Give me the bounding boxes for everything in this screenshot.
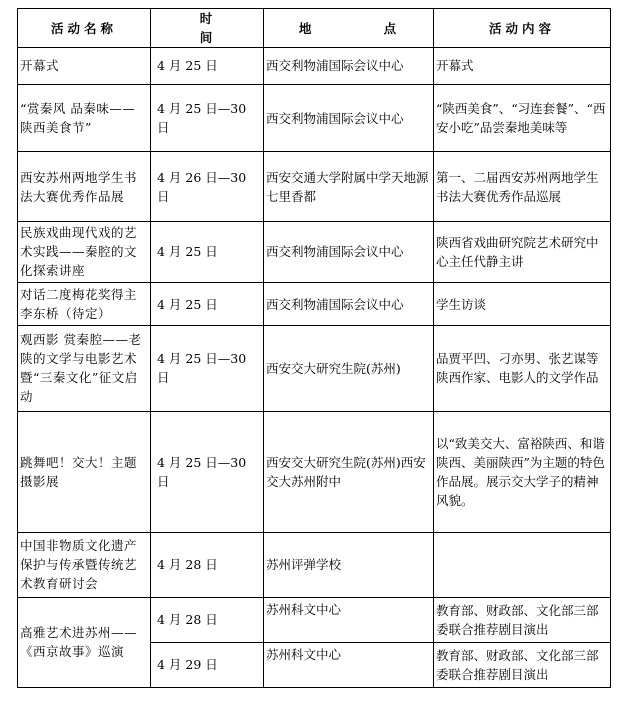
header-activity-name: 活动名称 bbox=[18, 9, 151, 48]
header-content: 活动内容 bbox=[434, 9, 611, 48]
activity-name-cell: 开幕式 bbox=[18, 48, 151, 85]
activity-name-cell: “赏秦风 品秦味——陕西美食节” bbox=[18, 84, 151, 151]
place-cell: 苏州科文中心 bbox=[264, 642, 434, 687]
place-cell: 西交利物浦国际会议中心 bbox=[264, 221, 434, 282]
header-time: 时 间 bbox=[151, 9, 264, 48]
header-row bbox=[18, 9, 611, 48]
time-cell: 4 月 25 日—30 日 bbox=[151, 84, 264, 151]
place-cell: 西交利物浦国际会议中心 bbox=[264, 283, 434, 326]
content-cell: 开幕式 bbox=[434, 48, 611, 85]
activity-name-cell: 观西影 赏秦腔——老陕的文学与电影艺术暨“三秦文化”征文启动 bbox=[18, 326, 151, 412]
activity-name-cell: 民族戏曲现代戏的艺术实践——秦腔的文化探索讲座 bbox=[18, 221, 151, 282]
content-cell: 教育部、财政部、文化部三部委联合推荐剧目演出 bbox=[434, 597, 611, 642]
content-cell bbox=[434, 532, 611, 597]
activity-schedule-table bbox=[17, 8, 611, 688]
table-row bbox=[18, 597, 611, 642]
time-cell: 4 月 26 日—30 日 bbox=[151, 152, 264, 222]
table-row bbox=[18, 152, 611, 222]
activity-name-cell: 高雅艺术进苏州——《西京故事》巡演 bbox=[18, 597, 151, 687]
header-place: 地 点 bbox=[264, 9, 434, 48]
time-cell: 4 月 25 日 bbox=[151, 221, 264, 282]
table-row bbox=[18, 221, 611, 282]
time-cell: 4 月 25 日 bbox=[151, 48, 264, 85]
content-cell: 第一、二届西安苏州两地学生书法大赛优秀作品巡展 bbox=[434, 152, 611, 222]
place-cell: 西安交通大学附属中学天地源七里香都 bbox=[264, 152, 434, 222]
content-cell: 学生访谈 bbox=[434, 283, 611, 326]
time-cell: 4 月 29 日 bbox=[151, 642, 264, 687]
place-cell: 西交利物浦国际会议中心 bbox=[264, 48, 434, 85]
activity-name-cell: 中国非物质文化遗产保护与传承暨传统艺术教育研讨会 bbox=[18, 532, 151, 597]
table-row bbox=[18, 283, 611, 326]
place-cell: 苏州评弹学校 bbox=[264, 532, 434, 597]
place-cell: 西安交大研究生院(苏州)西安交大苏州附中 bbox=[264, 411, 434, 532]
content-cell: “陕西美食”、“习连套餐”、“西安小吃”品尝秦地美味等 bbox=[434, 84, 611, 151]
time-cell: 4 月 25 日—30 日 bbox=[151, 411, 264, 532]
time-cell: 4 月 25 日 bbox=[151, 283, 264, 326]
table-row bbox=[18, 48, 611, 85]
time-cell: 4 月 25 日—30 日 bbox=[151, 326, 264, 412]
activity-name-cell: 跳舞吧！交大！主题摄影展 bbox=[18, 411, 151, 532]
table-row bbox=[18, 411, 611, 532]
place-cell: 西交利物浦国际会议中心 bbox=[264, 84, 434, 151]
table-row bbox=[18, 532, 611, 597]
time-cell: 4 月 28 日 bbox=[151, 597, 264, 642]
content-cell: 品贾平凹、刁亦男、张艺谋等陕西作家、电影人的文学作品 bbox=[434, 326, 611, 412]
content-cell: 陕西省戏曲研究院艺术研究中心主任代静主讲 bbox=[434, 221, 611, 282]
place-cell: 西安交大研究生院(苏州) bbox=[264, 326, 434, 412]
time-cell: 4 月 28 日 bbox=[151, 532, 264, 597]
table-row bbox=[18, 84, 611, 151]
activity-name-cell: 对话二度梅花奖得主李东桥（待定） bbox=[18, 283, 151, 326]
table-row bbox=[18, 326, 611, 412]
content-cell: 以“致美交大、富裕陕西、和谐陕西、美丽陕西”为主题的特色作品展。展示交大学子的精神风貌。 bbox=[434, 411, 611, 532]
place-cell: 苏州科文中心 bbox=[264, 597, 434, 642]
content-cell: 教育部、财政部、文化部三部委联合推荐剧目演出 bbox=[434, 642, 611, 687]
activity-name-cell: 西安苏州两地学生书法大赛优秀作品展 bbox=[18, 152, 151, 222]
